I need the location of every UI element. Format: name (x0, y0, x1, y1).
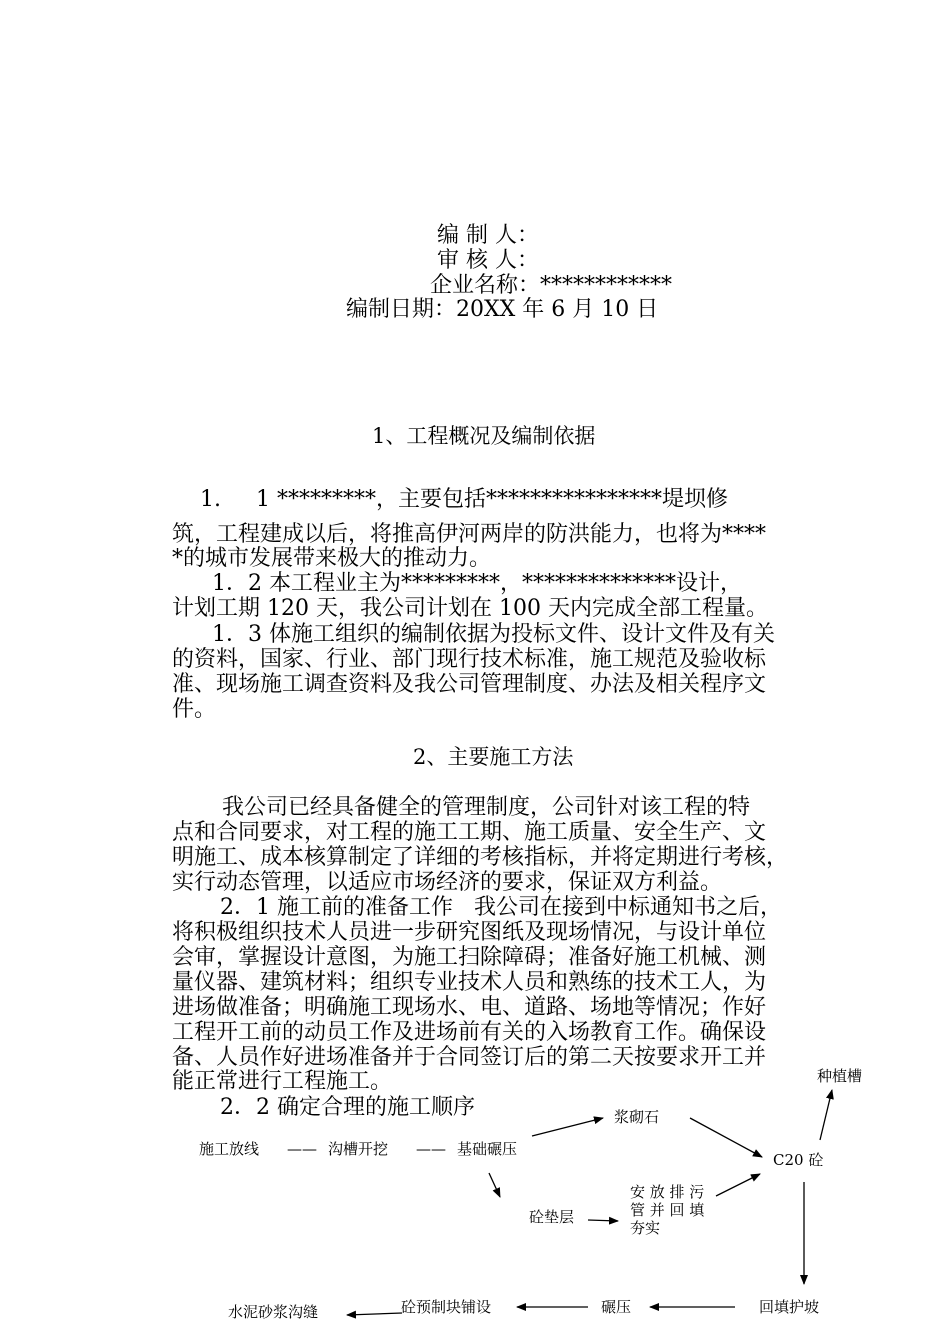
arrow-base-to-masonry (532, 1118, 603, 1136)
dash-1: —— (287, 1140, 317, 1158)
company-name: 企业名称：************ (430, 273, 673, 298)
s2-p1-line2: 点和合同要求，对工程的施工工期、施工质量、安全生产、文 (172, 820, 767, 845)
s1-p3-line3: 准、现场施工调查资料及我公司管理制度、办法及相关程序文 (172, 672, 767, 697)
s2-p2-line8: 能正常进行工程施工。 (172, 1069, 393, 1094)
s2-p1-line3: 明施工、成本核算制定了详细的考核指标，并将定期进行考核， (172, 845, 789, 870)
s2-p2-line1: 2．1 施工前的准备工作 我公司在接到中标通知书之后， (220, 895, 782, 920)
s1-p2-line1: 1．2 本工程业主为*********，**************设计， (212, 571, 742, 596)
node-masonry: 浆砌石 (614, 1108, 660, 1126)
arrow-base-to-cushion (489, 1173, 500, 1197)
node-pipe-line2: 管 并 回 填 (630, 1201, 705, 1219)
dash-2: —— (416, 1140, 446, 1158)
node-cushion: 砼垫层 (529, 1208, 575, 1226)
s2-p1-line4: 实行动态管理，以适应市场经济的要求，保证双方利益。 (172, 870, 723, 895)
arrow-pipe-to-c20 (716, 1174, 760, 1196)
node-pipe-line1: 安 放 排 污 (630, 1183, 705, 1201)
s2-p2-line2: 将积极组织技术人员进一步研究图纸及现场情况，与设计单位 (172, 920, 767, 945)
node-layout: 施工放线 (199, 1140, 260, 1158)
node-precast: 砼预制块铺设 (401, 1298, 492, 1316)
node-planting: 种植槽 (817, 1067, 863, 1085)
s1-p1-line1: 1. 1 *********，主要包括****************堤坝修 (200, 487, 728, 512)
s2-p2-line5: 进场做准备；明确施工现场水、电、道路、场地等情况；作好 (172, 995, 767, 1020)
section2-heading: 2、主要施工方法 (413, 745, 574, 769)
s1-p3-line4: 件。 (172, 697, 217, 722)
compile-date: 编制日期：20XX 年 6 月 10 日 (346, 297, 659, 322)
reviewer-label: 审 核 人： (437, 248, 539, 273)
s1-p1-line2: 筑，工程建成以后，将推高伊河两岸的防洪能力，也将为**** (172, 522, 767, 547)
node-backfill: 回填护坡 (759, 1298, 820, 1316)
compiler-label: 编 制 人： (437, 223, 539, 248)
s2-p1-line1: 我公司已经具备健全的管理制度，公司针对该工程的特 (222, 795, 751, 820)
section1-heading: 1、工程概况及编制依据 (372, 424, 596, 448)
s1-p3-line1: 1．3 体施工组织的编制依据为投标文件、设计文件及有关 (212, 622, 775, 647)
node-compact: 碾压 (601, 1298, 632, 1316)
s2-p2-line6: 工程开工前的动员工作及进场前有关的入场教育工作。确保设 (172, 1020, 767, 1045)
s1-p2-line2: 计划工期 120 天，我公司计划在 100 天内完成全部工程量。 (172, 596, 768, 621)
arrow-masonry-to-c20 (690, 1118, 762, 1157)
arrow-cushion-to-pipe (588, 1220, 618, 1221)
s2-p2-line7: 备、人员作好进场准备并于合同签订后的第二天按要求开工并 (172, 1045, 767, 1070)
node-joint: 水泥砂浆沟缝 (228, 1303, 319, 1321)
s2-p2-line4: 量仪器、建筑材料；组织专业技术人员和熟练的技术工人，为 (172, 970, 767, 995)
node-pipe-line3: 夯实 (630, 1219, 661, 1237)
node-compact-base: 基础碾压 (457, 1140, 518, 1158)
s1-p3-line2: 的资料，国家、行业、部门现行技术标准，施工规范及验收标 (172, 647, 767, 672)
node-c20: C20 砼 (773, 1151, 824, 1169)
s2-p2-line3: 会审，掌握设计意图，为施工扫除障碍；准备好施工机械、测 (172, 945, 767, 970)
arrow-precast-to-joint (347, 1313, 402, 1315)
s1-p1-line3: *的城市发展带来极大的推动力。 (172, 546, 492, 571)
arrow-c20-to-planting (820, 1090, 832, 1140)
s2-p3-line1: 2．2 确定合理的施工顺序 (220, 1095, 475, 1120)
node-trench: 沟槽开挖 (328, 1140, 389, 1158)
